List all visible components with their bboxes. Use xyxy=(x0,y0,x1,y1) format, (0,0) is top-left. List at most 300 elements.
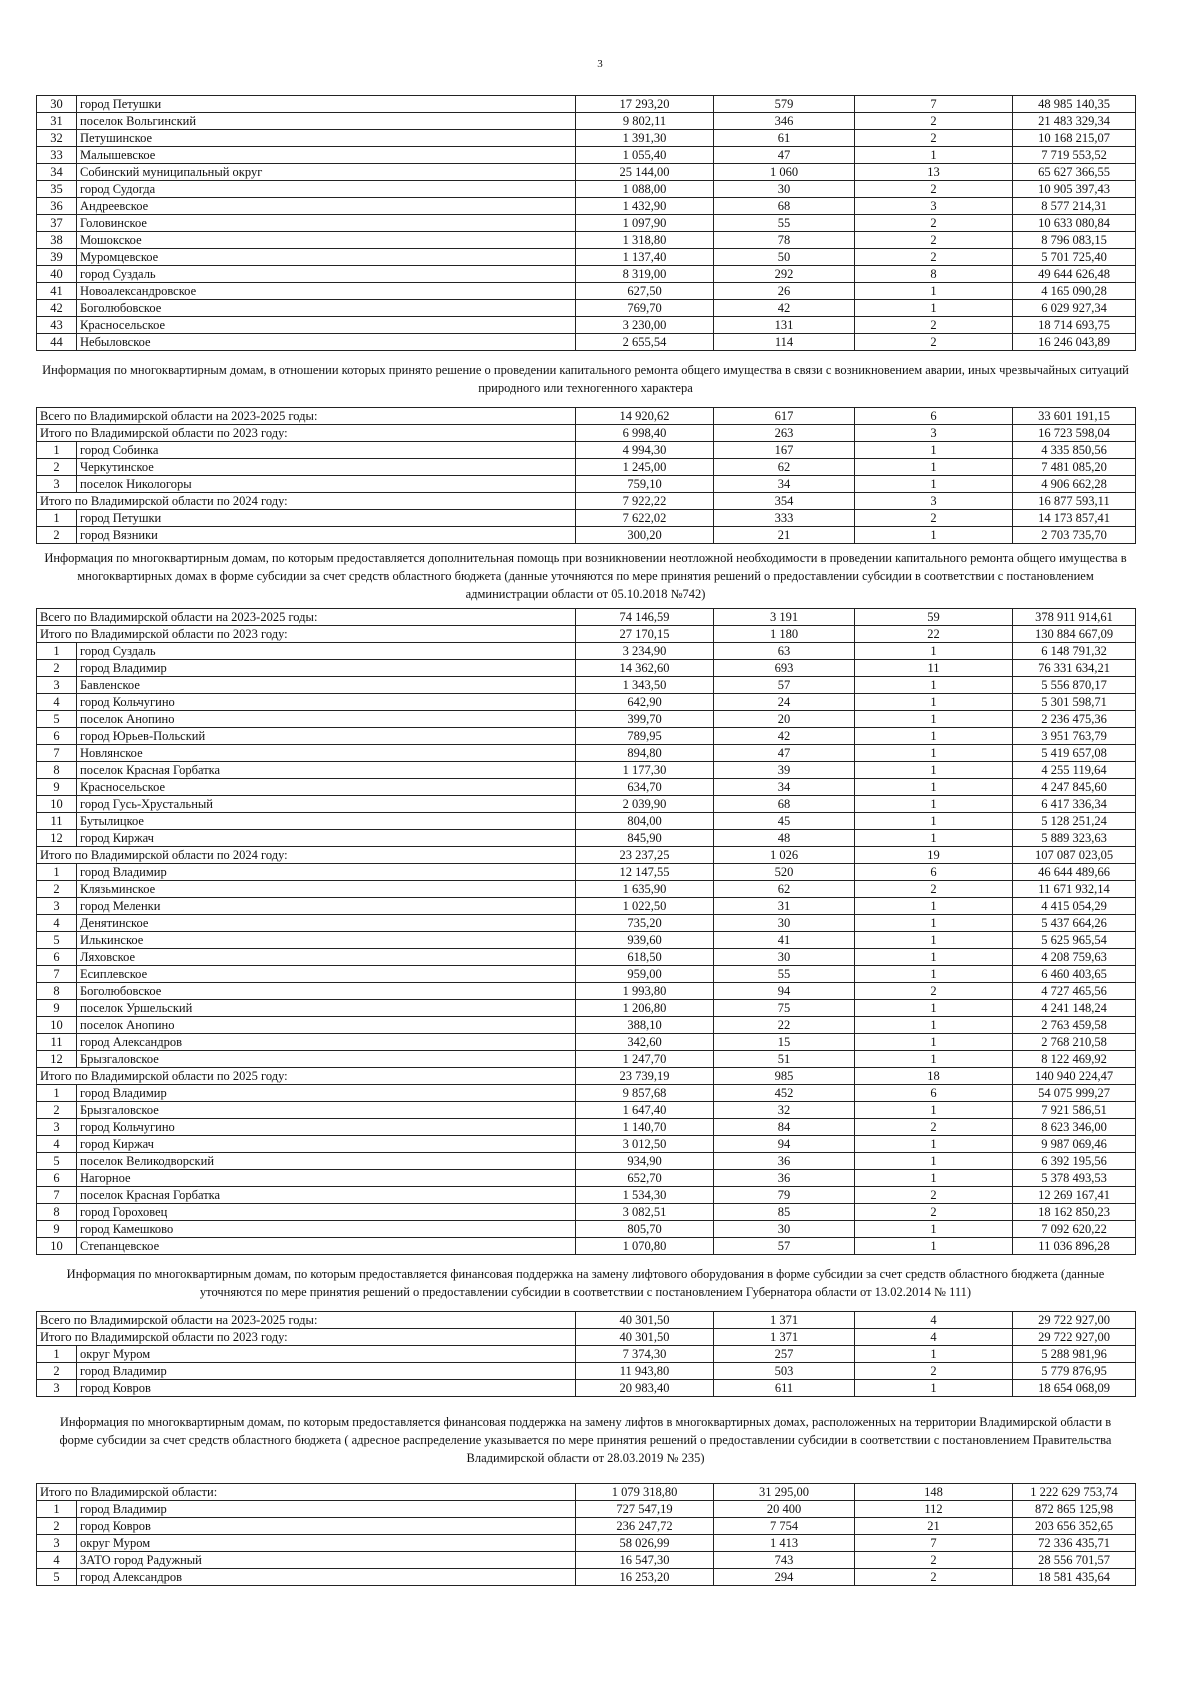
cost-cell: 4 255 119,64 xyxy=(1013,762,1136,779)
table-row xyxy=(37,527,1136,544)
area-cell: 1 097,90 xyxy=(576,215,714,232)
municipality-name: город Киржач xyxy=(77,830,576,847)
cost-cell: 3 951 763,79 xyxy=(1013,728,1136,745)
table-row xyxy=(37,266,1136,283)
row-number: 1 xyxy=(37,1501,77,1518)
table-row xyxy=(37,728,1136,745)
municipality-name: город Гороховец xyxy=(77,1204,576,1221)
residents-cell: 36 xyxy=(714,1153,855,1170)
municipality-name: Брызгаловское xyxy=(77,1102,576,1119)
cost-cell: 6 392 195,56 xyxy=(1013,1153,1136,1170)
residents-cell: 1 060 xyxy=(714,164,855,181)
total-row xyxy=(37,425,1136,442)
municipality-name: город Суздаль xyxy=(77,643,576,660)
municipality-name: город Суздаль xyxy=(77,266,576,283)
residents-cell: 3 191 xyxy=(714,609,855,626)
total-row xyxy=(37,609,1136,626)
houses-cell: 1 xyxy=(855,694,1013,711)
total-row xyxy=(37,1312,1136,1329)
row-number: 44 xyxy=(37,334,77,351)
table-row xyxy=(37,762,1136,779)
municipality-name: город Судогда xyxy=(77,181,576,198)
municipality-name: Петушинское xyxy=(77,130,576,147)
area-cell: 14 920,62 xyxy=(576,408,714,425)
municipality-name: город Владимир xyxy=(77,1501,576,1518)
row-number: 1 xyxy=(37,864,77,881)
area-cell: 1 318,80 xyxy=(576,232,714,249)
municipality-name: Бутылицкое xyxy=(77,813,576,830)
houses-cell: 1 xyxy=(855,1221,1013,1238)
cost-cell: 18 654 068,09 xyxy=(1013,1380,1136,1397)
houses-cell: 2 xyxy=(855,181,1013,198)
table-row xyxy=(37,1153,1136,1170)
area-cell: 7 922,22 xyxy=(576,493,714,510)
cost-cell: 203 656 352,65 xyxy=(1013,1518,1136,1535)
area-cell: 735,20 xyxy=(576,915,714,932)
municipality-name: город Петушки xyxy=(77,510,576,527)
cost-cell: 8 122 469,92 xyxy=(1013,1051,1136,1068)
row-number: 5 xyxy=(37,932,77,949)
table-row xyxy=(37,881,1136,898)
row-number: 5 xyxy=(37,711,77,728)
municipality-name: город Кольчугино xyxy=(77,694,576,711)
area-cell: 388,10 xyxy=(576,1017,714,1034)
municipality-name: поселок Анопино xyxy=(77,1017,576,1034)
houses-cell: 2 xyxy=(855,881,1013,898)
table-row xyxy=(37,1238,1136,1255)
table-row xyxy=(37,442,1136,459)
cost-cell: 4 415 054,29 xyxy=(1013,898,1136,915)
residents-cell: 45 xyxy=(714,813,855,830)
cost-cell: 4 165 090,28 xyxy=(1013,283,1136,300)
cost-cell: 130 884 667,09 xyxy=(1013,626,1136,643)
residents-cell: 1 371 xyxy=(714,1329,855,1346)
municipality-name: поселок Уршельский xyxy=(77,1000,576,1017)
municipality-name: Всего по Владимирской области на 2023-2025 годы: xyxy=(37,1312,576,1329)
houses-cell: 1 xyxy=(855,147,1013,164)
row-number: 2 xyxy=(37,527,77,544)
row-number: 42 xyxy=(37,300,77,317)
cost-cell: 5 419 657,08 xyxy=(1013,745,1136,762)
municipality-name: город Меленки xyxy=(77,898,576,915)
table-row xyxy=(37,1380,1136,1397)
residents-cell: 55 xyxy=(714,966,855,983)
area-cell: 16 253,20 xyxy=(576,1569,714,1586)
row-number: 32 xyxy=(37,130,77,147)
table-row xyxy=(37,459,1136,476)
area-cell: 3 082,51 xyxy=(576,1204,714,1221)
houses-cell: 1 xyxy=(855,459,1013,476)
municipality-name: Итого по Владимирской области по 2023 году: xyxy=(37,425,576,442)
table-row xyxy=(37,1346,1136,1363)
houses-cell: 1 xyxy=(855,283,1013,300)
residents-cell: 30 xyxy=(714,1221,855,1238)
area-cell: 12 147,55 xyxy=(576,864,714,881)
area-cell: 1 432,90 xyxy=(576,198,714,215)
houses-cell: 1 xyxy=(855,1051,1013,1068)
table-row xyxy=(37,677,1136,694)
area-cell: 23 739,19 xyxy=(576,1068,714,1085)
municipality-name: поселок Вольгинский xyxy=(77,113,576,130)
row-number: 11 xyxy=(37,1034,77,1051)
houses-cell: 11 xyxy=(855,660,1013,677)
houses-cell: 3 xyxy=(855,198,1013,215)
cost-cell: 4 247 845,60 xyxy=(1013,779,1136,796)
area-cell: 17 293,20 xyxy=(576,96,714,113)
table-row xyxy=(37,983,1136,1000)
residents-cell: 579 xyxy=(714,96,855,113)
residents-cell: 30 xyxy=(714,915,855,932)
row-number: 3 xyxy=(37,898,77,915)
row-number: 5 xyxy=(37,1569,77,1586)
residents-cell: 114 xyxy=(714,334,855,351)
table-row xyxy=(37,1034,1136,1051)
cost-cell: 46 644 489,66 xyxy=(1013,864,1136,881)
houses-cell: 2 xyxy=(855,317,1013,334)
area-cell: 1 088,00 xyxy=(576,181,714,198)
area-cell: 1 247,70 xyxy=(576,1051,714,1068)
cost-cell: 7 092 620,22 xyxy=(1013,1221,1136,1238)
table-row xyxy=(37,1187,1136,1204)
area-cell: 3 230,00 xyxy=(576,317,714,334)
row-number: 1 xyxy=(37,1085,77,1102)
table-row xyxy=(37,317,1136,334)
houses-cell: 1 xyxy=(855,1102,1013,1119)
cost-cell: 7 921 586,51 xyxy=(1013,1102,1136,1119)
houses-cell: 2 xyxy=(855,1552,1013,1569)
houses-cell: 59 xyxy=(855,609,1013,626)
cost-cell: 8 623 346,00 xyxy=(1013,1119,1136,1136)
table-row xyxy=(37,1204,1136,1221)
row-number: 40 xyxy=(37,266,77,283)
residents-cell: 94 xyxy=(714,983,855,1000)
area-cell: 1 177,30 xyxy=(576,762,714,779)
area-cell: 959,00 xyxy=(576,966,714,983)
row-number: 31 xyxy=(37,113,77,130)
municipality-name: город Александров xyxy=(77,1569,576,1586)
cost-cell: 14 173 857,41 xyxy=(1013,510,1136,527)
houses-cell: 6 xyxy=(855,408,1013,425)
table-row xyxy=(37,745,1136,762)
area-cell: 769,70 xyxy=(576,300,714,317)
residents-cell: 24 xyxy=(714,694,855,711)
table-row xyxy=(37,215,1136,232)
table-row xyxy=(37,181,1136,198)
houses-cell: 1 xyxy=(855,915,1013,932)
area-cell: 1 070,80 xyxy=(576,1238,714,1255)
area-cell: 6 998,40 xyxy=(576,425,714,442)
row-number: 2 xyxy=(37,1363,77,1380)
houses-cell: 1 xyxy=(855,442,1013,459)
houses-cell: 18 xyxy=(855,1068,1013,1085)
municipality-name: город Владимир xyxy=(77,660,576,677)
row-number: 1 xyxy=(37,1346,77,1363)
residents-cell: 30 xyxy=(714,181,855,198)
houses-cell: 1 xyxy=(855,1017,1013,1034)
municipality-name: Небыловское xyxy=(77,334,576,351)
area-cell: 40 301,50 xyxy=(576,1329,714,1346)
section-heading-elevator-replacement: Информация по многоквартирным домам, по которым предоставляется финансовая поддержка на замену лифтов в многоквартирных домах, расположенных на территории Владимирской области в форме субсидии за счет средств областного бюджета ( адресное распределение указывается по мере принятия решений о предоставлении субсидии в соответствии с постановлением Правительства Владимирской области от 28.03.2019 № 235) xyxy=(59,1415,1112,1465)
residents-cell: 75 xyxy=(714,1000,855,1017)
houses-cell: 1 xyxy=(855,745,1013,762)
municipality-name: Андреевское xyxy=(77,198,576,215)
row-number: 34 xyxy=(37,164,77,181)
row-number: 36 xyxy=(37,198,77,215)
houses-cell: 2 xyxy=(855,334,1013,351)
area-cell: 20 983,40 xyxy=(576,1380,714,1397)
cost-cell: 6 460 403,65 xyxy=(1013,966,1136,983)
cost-cell: 49 644 626,48 xyxy=(1013,266,1136,283)
area-cell: 618,50 xyxy=(576,949,714,966)
residents-cell: 30 xyxy=(714,949,855,966)
residents-cell: 617 xyxy=(714,408,855,425)
residents-cell: 39 xyxy=(714,762,855,779)
houses-cell: 2 xyxy=(855,232,1013,249)
houses-cell: 1 xyxy=(855,643,1013,660)
area-cell: 1 206,80 xyxy=(576,1000,714,1017)
houses-cell: 1 xyxy=(855,898,1013,915)
area-cell: 894,80 xyxy=(576,745,714,762)
table-row xyxy=(37,300,1136,317)
area-cell: 1 055,40 xyxy=(576,147,714,164)
table-part1 xyxy=(36,95,1136,351)
houses-cell: 1 xyxy=(855,779,1013,796)
cost-cell: 2 768 210,58 xyxy=(1013,1034,1136,1051)
area-cell: 4 994,30 xyxy=(576,442,714,459)
table-row xyxy=(37,1085,1136,1102)
cost-cell: 54 075 999,27 xyxy=(1013,1085,1136,1102)
cost-cell: 2 763 459,58 xyxy=(1013,1017,1136,1034)
row-number: 9 xyxy=(37,1000,77,1017)
area-cell: 300,20 xyxy=(576,527,714,544)
area-cell: 789,95 xyxy=(576,728,714,745)
houses-cell: 2 xyxy=(855,1187,1013,1204)
municipality-name: Всего по Владимирской области на 2023-2025 годы: xyxy=(37,609,576,626)
municipality-name: Бавленское xyxy=(77,677,576,694)
table-row xyxy=(37,1000,1136,1017)
cost-cell: 16 877 593,11 xyxy=(1013,493,1136,510)
cost-cell: 10 633 080,84 xyxy=(1013,215,1136,232)
houses-cell: 1 xyxy=(855,711,1013,728)
residents-cell: 48 xyxy=(714,830,855,847)
area-cell: 1 635,90 xyxy=(576,881,714,898)
municipality-name: поселок Анопино xyxy=(77,711,576,728)
houses-cell: 1 xyxy=(855,949,1013,966)
municipality-name: город Владимир xyxy=(77,1363,576,1380)
table-emergency-repair xyxy=(36,407,1136,544)
houses-cell: 1 xyxy=(855,1380,1013,1397)
area-cell: 342,60 xyxy=(576,1034,714,1051)
table-row xyxy=(37,711,1136,728)
area-cell: 1 993,80 xyxy=(576,983,714,1000)
table-row xyxy=(37,864,1136,881)
cost-cell: 5 625 965,54 xyxy=(1013,932,1136,949)
cost-cell: 65 627 366,55 xyxy=(1013,164,1136,181)
row-number: 7 xyxy=(37,1187,77,1204)
houses-cell: 3 xyxy=(855,425,1013,442)
residents-cell: 36 xyxy=(714,1170,855,1187)
table-row xyxy=(37,1501,1136,1518)
houses-cell: 8 xyxy=(855,266,1013,283)
municipality-name: Клязьминское xyxy=(77,881,576,898)
municipality-name: поселок Красная Горбатка xyxy=(77,1187,576,1204)
table-row xyxy=(37,283,1136,300)
residents-cell: 257 xyxy=(714,1346,855,1363)
houses-cell: 1 xyxy=(855,966,1013,983)
municipality-name: город Ковров xyxy=(77,1380,576,1397)
row-number: 4 xyxy=(37,1552,77,1569)
area-cell: 1 245,00 xyxy=(576,459,714,476)
cost-cell: 21 483 329,34 xyxy=(1013,113,1136,130)
residents-cell: 354 xyxy=(714,493,855,510)
residents-cell: 63 xyxy=(714,643,855,660)
municipality-name: город Владимир xyxy=(77,1085,576,1102)
cost-cell: 5 301 598,71 xyxy=(1013,694,1136,711)
table-row xyxy=(37,147,1136,164)
houses-cell: 1 xyxy=(855,1346,1013,1363)
row-number: 10 xyxy=(37,1017,77,1034)
row-number: 12 xyxy=(37,1051,77,1068)
residents-cell: 31 xyxy=(714,898,855,915)
cost-cell: 5 288 981,96 xyxy=(1013,1346,1136,1363)
area-cell: 2 655,54 xyxy=(576,334,714,351)
municipality-name: Степанцевское xyxy=(77,1238,576,1255)
cost-cell: 9 987 069,46 xyxy=(1013,1136,1136,1153)
row-number: 7 xyxy=(37,966,77,983)
cost-cell: 140 940 224,47 xyxy=(1013,1068,1136,1085)
houses-cell: 21 xyxy=(855,1518,1013,1535)
area-cell: 1 343,50 xyxy=(576,677,714,694)
municipality-name: поселок Красная Горбатка xyxy=(77,762,576,779)
houses-cell: 148 xyxy=(855,1484,1013,1501)
table-row xyxy=(37,334,1136,351)
cost-cell: 8 796 083,15 xyxy=(1013,232,1136,249)
row-number: 1 xyxy=(37,510,77,527)
municipality-name: Красносельское xyxy=(77,779,576,796)
cost-cell: 11 036 896,28 xyxy=(1013,1238,1136,1255)
area-cell: 1 391,30 xyxy=(576,130,714,147)
houses-cell: 1 xyxy=(855,796,1013,813)
row-number: 8 xyxy=(37,762,77,779)
total-row xyxy=(37,626,1136,643)
area-cell: 805,70 xyxy=(576,1221,714,1238)
municipality-name: город Владимир xyxy=(77,864,576,881)
houses-cell: 1 xyxy=(855,1136,1013,1153)
cost-cell: 29 722 927,00 xyxy=(1013,1312,1136,1329)
municipality-name: город Киржач xyxy=(77,1136,576,1153)
municipality-name: город Юрьев-Польский xyxy=(77,728,576,745)
cost-cell: 4 335 850,56 xyxy=(1013,442,1136,459)
residents-cell: 346 xyxy=(714,113,855,130)
area-cell: 1 140,70 xyxy=(576,1119,714,1136)
municipality-name: Брызгаловское xyxy=(77,1051,576,1068)
area-cell: 236 247,72 xyxy=(576,1518,714,1535)
total-row xyxy=(37,1068,1136,1085)
municipality-name: Малышевское xyxy=(77,147,576,164)
residents-cell: 263 xyxy=(714,425,855,442)
residents-cell: 50 xyxy=(714,249,855,266)
cost-cell: 16 723 598,04 xyxy=(1013,425,1136,442)
cost-cell: 7 481 085,20 xyxy=(1013,459,1136,476)
area-cell: 3 234,90 xyxy=(576,643,714,660)
houses-cell: 1 xyxy=(855,728,1013,745)
municipality-name: Новоалександровское xyxy=(77,283,576,300)
area-cell: 652,70 xyxy=(576,1170,714,1187)
cost-cell: 11 671 932,14 xyxy=(1013,881,1136,898)
area-cell: 14 362,60 xyxy=(576,660,714,677)
cost-cell: 378 911 914,61 xyxy=(1013,609,1136,626)
cost-cell: 5 437 664,26 xyxy=(1013,915,1136,932)
residents-cell: 62 xyxy=(714,459,855,476)
houses-cell: 2 xyxy=(855,510,1013,527)
municipality-name: город Вязники xyxy=(77,527,576,544)
residents-cell: 1 180 xyxy=(714,626,855,643)
residents-cell: 42 xyxy=(714,728,855,745)
table-row xyxy=(37,232,1136,249)
residents-cell: 26 xyxy=(714,283,855,300)
municipality-name: Новлянское xyxy=(77,745,576,762)
area-cell: 939,60 xyxy=(576,932,714,949)
area-cell: 1 137,40 xyxy=(576,249,714,266)
row-number: 3 xyxy=(37,1119,77,1136)
cost-cell: 5 779 876,95 xyxy=(1013,1363,1136,1380)
residents-cell: 94 xyxy=(714,1136,855,1153)
section-heading-emergency: Информация по многоквартирным домам, в отношении которых принято решение о проведении капитального ремонта общего имущества в связи с возникновением аварии, иных чрезвычайных ситуаций природного или техногенного характера xyxy=(42,363,1129,395)
cost-cell: 6 029 927,34 xyxy=(1013,300,1136,317)
houses-cell: 2 xyxy=(855,215,1013,232)
houses-cell: 2 xyxy=(855,983,1013,1000)
residents-cell: 167 xyxy=(714,442,855,459)
row-number: 4 xyxy=(37,694,77,711)
houses-cell: 1 xyxy=(855,762,1013,779)
municipality-name: Итого по Владимирской области: xyxy=(37,1484,576,1501)
area-cell: 9 802,11 xyxy=(576,113,714,130)
table-row xyxy=(37,164,1136,181)
cost-cell: 1 222 629 753,74 xyxy=(1013,1484,1136,1501)
row-number: 11 xyxy=(37,813,77,830)
municipality-name: Денятинское xyxy=(77,915,576,932)
residents-cell: 68 xyxy=(714,796,855,813)
residents-cell: 292 xyxy=(714,266,855,283)
table-row xyxy=(37,1170,1136,1187)
municipality-name: Итого по Владимирской области по 2023 году: xyxy=(37,1329,576,1346)
table-row xyxy=(37,1051,1136,1068)
table-row xyxy=(37,198,1136,215)
cost-cell: 5 556 870,17 xyxy=(1013,677,1136,694)
cost-cell: 16 246 043,89 xyxy=(1013,334,1136,351)
residents-cell: 85 xyxy=(714,1204,855,1221)
row-number: 8 xyxy=(37,1204,77,1221)
row-number: 38 xyxy=(37,232,77,249)
residents-cell: 22 xyxy=(714,1017,855,1034)
residents-cell: 20 xyxy=(714,711,855,728)
municipality-name: Головинское xyxy=(77,215,576,232)
page-number: 3 xyxy=(597,58,603,70)
row-number: 3 xyxy=(37,1535,77,1552)
residents-cell: 51 xyxy=(714,1051,855,1068)
row-number: 41 xyxy=(37,283,77,300)
municipality-name: Итого по Владимирской области по 2025 году: xyxy=(37,1068,576,1085)
cost-cell: 7 719 553,52 xyxy=(1013,147,1136,164)
total-row xyxy=(37,493,1136,510)
cost-cell: 4 208 759,63 xyxy=(1013,949,1136,966)
municipality-name: Ляховское xyxy=(77,949,576,966)
municipality-name: округ Муром xyxy=(77,1535,576,1552)
document-body xyxy=(36,95,1135,1586)
cost-cell: 6 417 336,34 xyxy=(1013,796,1136,813)
table-row xyxy=(37,966,1136,983)
area-cell: 16 547,30 xyxy=(576,1552,714,1569)
